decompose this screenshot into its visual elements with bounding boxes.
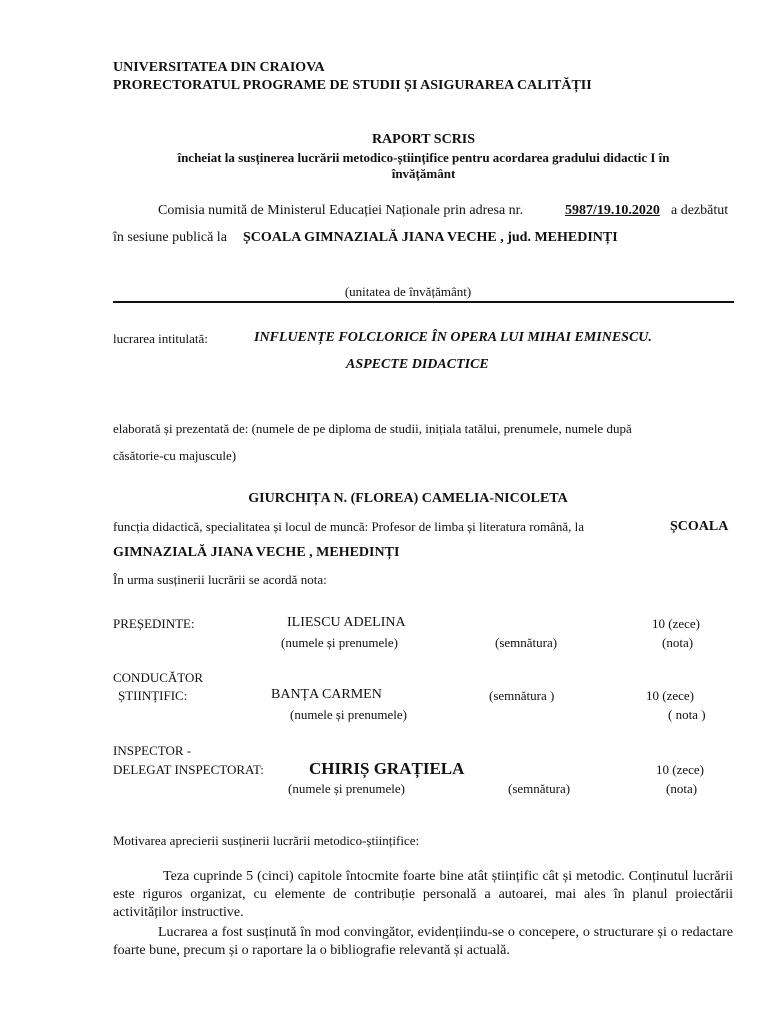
author-intro-line2: căsătorie-cu majuscule) <box>113 448 237 463</box>
commission-text-1: Comisia numită de Ministerul Educației Naționale prin adresa nr. <box>158 203 524 218</box>
jury-supervisor-name-caption: (numele și prenumele) <box>290 707 407 722</box>
author-school-line1: ȘCOALA <box>670 519 729 534</box>
commission-address-number: 5987/19.10.2020 <box>565 203 660 218</box>
jury-inspector-sign-caption: (semnătura) <box>508 781 571 796</box>
jury-president-grade-caption: (nota) <box>662 635 694 650</box>
work-label: lucrarea intitulată: <box>113 331 208 346</box>
jury-president-grade: 10 (zece) <box>652 616 700 631</box>
work-title-line1: INFLUENȚE FOLCLORICE ÎN OPERA LUI MIHAI EMINESCU. <box>254 330 652 345</box>
jury-supervisor-role-line2: ȘTIINȚIFIC: <box>118 688 188 703</box>
commission-text-2: a dezbătut <box>671 203 729 218</box>
author-school-line2: GIMNAZIALĂ JIANA VECHE , MEHEDINȚI <box>113 545 400 560</box>
university-name: UNIVERSITATEA DIN CRAIOVA <box>113 60 325 75</box>
jury-president-sign-caption: (semnătura) <box>495 635 558 650</box>
jury-inspector-role-line2: DELEGAT INSPECTORAT: <box>113 762 264 777</box>
jury-inspector-role-line1: INSPECTOR - <box>113 743 192 758</box>
jury-supervisor-name: BANȚA CARMEN <box>271 687 382 702</box>
author-intro-line1: elaborată și prezentată de: (numele de pe diploma de studii, inițiala tatălui, prenumele, numele după <box>113 421 632 436</box>
unit-caption: (unitatea de învățământ) <box>344 284 472 299</box>
motivation-paragraph-2: Lucrarea a fost susținută în mod convingător, evidențiindu-se o concepere, o structurare și o redactare foarte bune, precum și o raportare la o bibliografie relevantă și actuală. <box>113 925 733 958</box>
motivation-paragraph-1: Teza cuprinde 5 (cinci) capitole întocmite foarte bine atât științific cât și metodic. Conținutul lucrării este riguros organizat, cu elemente de contribuție personală a autoarei, mai ales în planul proiectării activităților instructive. <box>113 869 733 920</box>
jury-inspector-grade: 10 (zece) <box>656 762 704 777</box>
jury-inspector-name-caption: (numele și prenumele) <box>288 781 405 796</box>
report-subtitle-line1: încheiat la susținerea lucrării metodico-științifice pentru acordarea gradului didactic I în <box>177 150 670 165</box>
jury-president-role: PREȘEDINTE: <box>113 616 195 631</box>
author-function-text: funcția didactică, specialitatea și locul de muncă: Profesor de limba și literatura română, la <box>113 519 585 534</box>
jury-president-name: ILIESCU ADELINA <box>287 615 406 630</box>
jury-inspector-grade-caption: (nota) <box>666 781 698 796</box>
jury-supervisor-grade-caption: ( nota ) <box>668 707 706 722</box>
report-title: RAPORT SCRIS <box>371 132 476 147</box>
commission-school: ȘCOALA GIMNAZIALĂ JIANA VECHE , jud. MEHEDINȚI <box>243 230 618 245</box>
commission-text-3: în sesiune publică la <box>113 230 227 245</box>
jury-supervisor-grade: 10 (zece) <box>646 688 694 703</box>
jury-supervisor-sign-caption: (semnătura ) <box>489 688 555 703</box>
unit-rule <box>113 301 734 303</box>
grade-intro: În urma susținerii lucrării se acordă nota: <box>113 572 327 587</box>
jury-president-name-caption: (numele și prenumele) <box>281 635 398 650</box>
author-name: GIURCHIȚA N. (FLOREA) CAMELIA-NICOLETA <box>248 491 568 506</box>
work-title-line2: ASPECTE DIDACTICE <box>346 357 489 372</box>
report-subtitle-line2: învățământ <box>391 166 456 181</box>
motivation-heading: Motivarea aprecierii susținerii lucrării metodico-științifice: <box>113 833 420 848</box>
jury-inspector-name: CHIRIȘ GRAȚIELA <box>309 759 465 778</box>
office-name: PRORECTORATUL PROGRAME DE STUDII ȘI ASIGURAREA CALITĂȚII <box>113 78 592 93</box>
jury-supervisor-role-line1: CONDUCĂTOR <box>113 670 204 685</box>
